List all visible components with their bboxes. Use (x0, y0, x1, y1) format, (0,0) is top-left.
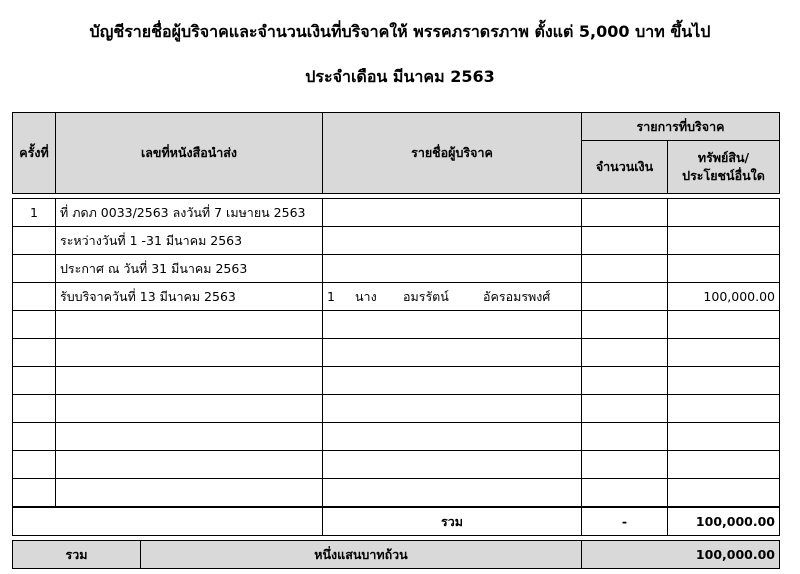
header-doc: เลขที่หนังสือนำส่ง (56, 113, 323, 194)
header-no: ครั้งที่ (13, 113, 56, 194)
entry-no: 1 (13, 199, 56, 227)
table-row (13, 227, 780, 255)
total-assets: 100,000.00 (668, 507, 780, 536)
entry-doc-line: ที่ ภดภ 0033/2563 ลงวันที่ 7 เมษายน 2563 (56, 199, 323, 227)
donation-table (12, 112, 780, 569)
summary-text: หนึ่งแสนบาทถ้วน (141, 541, 582, 569)
entry-doc-line: ประกาศ ณ วันที่ 31 มีนาคม 2563 (56, 255, 323, 283)
entry-doc-line: ระหว่างวันที่ 1 -31 มีนาคม 2563 (56, 227, 323, 255)
header-amount: จำนวนเงิน (582, 141, 668, 194)
table-row (13, 479, 780, 508)
table-row (13, 311, 780, 339)
header-assets: ทรัพย์สิน/ ประโยชน์อื่นใด (668, 141, 780, 194)
total-label: รวม (323, 507, 582, 536)
document-title: บัญชีรายชื่อผู้บริจาคและจำนวนเงินที่บริจาคให้ พรรคภราดรภาพ ตั้งแต่ 5,000 บาท ขึ้นไป (89, 22, 711, 41)
summary-total: 100,000.00 (582, 541, 780, 569)
table-row (13, 395, 780, 423)
table-row (13, 199, 780, 227)
table-row (13, 423, 780, 451)
summary-row (13, 541, 780, 569)
header-items: รายการที่บริจาค (582, 113, 780, 141)
total-amount: - (582, 507, 668, 536)
donor-name (323, 283, 582, 311)
table-row (13, 283, 780, 311)
table-row (13, 255, 780, 283)
document-subtitle: ประจำเดือน มีนาคม 2563 (305, 67, 495, 86)
table-row (13, 367, 780, 395)
header-donor: รายชื่อผู้บริจาค (323, 113, 582, 194)
entry-doc-line: รับบริจาควันที่ 13 มีนาคม 2563 (56, 283, 323, 311)
summary-label: รวม (13, 541, 141, 569)
total-row (13, 507, 780, 536)
donor-index: 1 (327, 288, 335, 304)
donor-last-name: อัครอมรพงศ์ (483, 288, 551, 304)
donor-first-name: อมรรัตน์ (403, 288, 449, 304)
table-row (13, 339, 780, 367)
table-row (13, 451, 780, 479)
donor-prefix: นาง (355, 288, 377, 304)
entry-asset-value: 100,000.00 (668, 283, 780, 311)
